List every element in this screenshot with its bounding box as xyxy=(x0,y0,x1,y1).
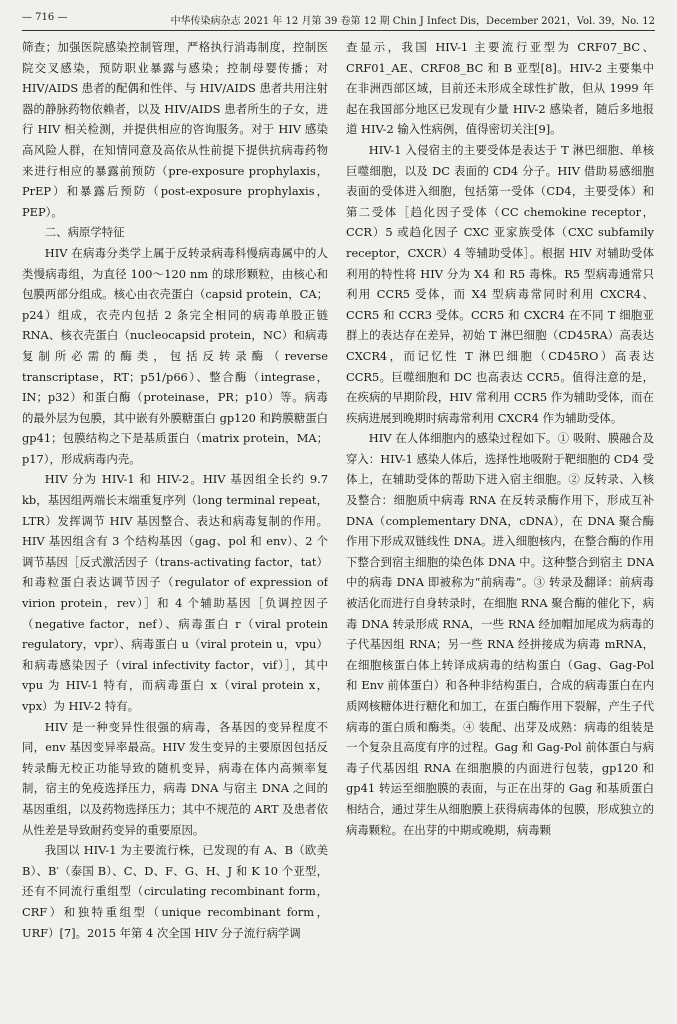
paragraph: HIV-1 入侵宿主的主要受体是表达于 T 淋巴细胞、单核巨噬细胞，以及 DC 表面的 CD4 分子。HIV 借助易感细胞表面的受体进入细胞，包括第一受体（CD4，主要受体）和第二受体［趋化因子受体（CC chemokine receptor，CCR）5 或趋化因子 CXC 亚家族受体（CXC subfamily receptor，CXCR）4 等辅助受体］。根据 HIV 对辅助受体利用的特性将 HIV 分为 X4 和 R5 毒株。R5 型病毒通常只利用 CCR5 受体，而 X4 型病毒常同时利用 CXCR4、CCR5 和 CCR3 受体。CCR5 和 CXCR4 在不同 T 细胞亚群上的表达存在差异，初始 T 淋巴细胞（CD45RA）高表达 CXCR4，而记忆性 T 淋巴细胞（CD45RO）高表达 CCR5。巨噬细胞和 DC 也高表达 CCR5。值得注意的是，在疾病的早期阶段，HIV 常利用 CCR5 作为辅助受体，而在疾病进展到晚期时病毒常利用 CXCR4 作为辅助受体。 xyxy=(346,142,654,425)
journal-citation: 中华传染病杂志 2021 年 12 月第 39 卷第 12 期 Chin J Infect Dis，December 2021，Vol. 39，No. 12 xyxy=(170,16,655,27)
section-heading: 二、病原学特征 xyxy=(44,225,125,240)
running-header xyxy=(22,9,655,29)
paragraph: HIV 分为 HIV-1 和 HIV-2。HIV 基因组全长约 9.7 kb，基因组两端长末端重复序列（long terminal repeat，LTR）发挥调节 HIV 基因整合、表达和病毒复制的作用。HIV 基因组含有 3 个结构基因（gag、pol 和 env）、2 个调节基因［反式激活因子（trans-activating factor，tat）和毒粒蛋白表达调节因子（regulator of expression of virion protein，rev）］和 4 个辅助基因［负调控因子（negative factor，nef）、病毒蛋白 r（viral protein regulatory，vpr）、病毒蛋白 u（viral protein u，vpu）和病毒感染因子（viral infectivity factor，vif）］，其中 vpu 为 HIV-1 特有，而病毒蛋白 x（viral protein x，vpx）为 HIV-2 特有。 xyxy=(22,472,328,713)
paragraph: HIV 在病毒分类学上属于反转录病毒科慢病毒属中的人类慢病毒组，为直径 100～120 nm 的球形颗粒，由核心和包膜两部分组成。核心由衣壳蛋白（capsid protein，CA；p24）组成，衣壳内包括 2 条完全相同的病毒单股正链 RNA、核衣壳蛋白（nucleocapsid protein，NC）和病毒复制所必需的酶类，包括反转录酶（reverse transcriptase，RT；p51/p66）、整合酶（integrase，IN；p32）和蛋白酶（proteinase，PR；p10）等。病毒的最外层为包膜，其中嵌有外膜糖蛋白 gp120 和跨膜糖蛋白 gp41；包膜结构之下是基质蛋白（matrix protein，MA；p17），形成病毒内壳。 xyxy=(22,245,328,466)
header-rule xyxy=(22,30,655,31)
paragraph: 我国以 HIV-1 为主要流行株，已发现的有 A、B（欧美 B）、B′（泰国 B）、C、D、F、G、H、J 和 K 10 个亚型，还有不同流行重组型（circulating recombinant form，CRF）和独特重组型（unique recombinant form，URF）[7]。2015 年第 4 次全国 HIV 分子流行病学调 xyxy=(22,843,328,940)
paragraph: 筛查；加强医院感染控制管理，严格执行消毒制度，控制医院交叉感染，预防职业暴露与感染；控制母婴传播；对 HIV/AIDS 患者的配偶和性伴、与 HIV/AIDS 患者共用注射器的静脉药物依赖者，以及 HIV/AIDS 患者所生的子女，进行 HIV 相关检测，并提供相应的咨询服务。对于 HIV 感染高风险人群，在知情同意及高依从性前提下提供抗病毒药物来进行相应的暴露前预防（pre-exposure prophylaxis，PrEP）和暴露后预防（post-exposure prophylaxis，PEP）。 xyxy=(22,40,328,219)
left-column xyxy=(22,37,328,1016)
right-column xyxy=(346,37,654,1016)
page-number: — 716 — xyxy=(22,12,68,23)
paragraph: 查显示，我国 HIV-1 主要流行亚型为 CRF07_BC、CRF01_AE、CRF08_BC 和 B 亚型[8]。HIV-2 主要集中在非洲西部区域，目前还未形成全球性扩散，但从 1999 年起在我国部分地区已发现有少量 HIV-2 感染者，随后多地报道 HIV-2 输入性病例，值得密切关注[9]。 xyxy=(346,40,654,137)
paragraph: HIV 在人体细胞内的感染过程如下。① 吸附、膜融合及穿入：HIV-1 感染人体后，选择性地吸附于靶细胞的 CD4 受体上，在辅助受体的帮助下进入宿主细胞。② 反转录、入核及整合：细胞质中病毒 RNA 在反转录酶作用下，形成互补 DNA（complementary DNA，cDNA），在 DNA 聚合酶作用下形成双链线性 DNA。进入细胞核内，在整合酶的作用下整合到宿主细胞的染色体 DNA 中。这种整合到宿主 DNA 中的病毒 DNA 即被称为“前病毒”。③ 转录及翻译：前病毒被活化而进行自身转录时，在细胞 RNA 聚合酶的催化下，病毒 DNA 转录形成 RNA，一些 RNA 经加帽加尾成为病毒的子代基因组 RNA；另一些 RNA 经拼接成为病毒 mRNA，在细胞核蛋白体上转译成病毒的结构蛋白（Gag、Gag-Pol 和 Env 前体蛋白）和各种非结构蛋白，合成的病毒蛋白在内质网核糖体进行糖化和加工，在蛋白酶作用下裂解，产生子代病毒的蛋白质和酶类。④ 装配、出芽及成熟：病毒的组装是一个复杂且高度有序的过程。Gag 和 Gag-Pol 前体蛋白与病毒子代基因组 RNA 在细胞膜的内面进行包装，gp120 和 gp41 转运至细胞膜的表面，与正在出芽的 Gag 和基质蛋白相结合，通过芽生从细胞膜上获得病毒体的包膜，形成独立的病毒颗粒。在出芽的中期或晚期，病毒颗 xyxy=(346,431,654,837)
paragraph: HIV 是一种变异性很强的病毒，各基因的变异程度不同，env 基因变异率最高。HIV 发生变异的主要原因包括反转录酶无校正功能导致的随机变异，病毒在体内高频率复制，宿主的免疫选择压力，病毒 DNA 与宿主 DNA 之间的基因重组，以及药物选择压力；其中不规范的 ART 及患者依从性差是导致耐药变异的重要原因。 xyxy=(22,719,328,837)
